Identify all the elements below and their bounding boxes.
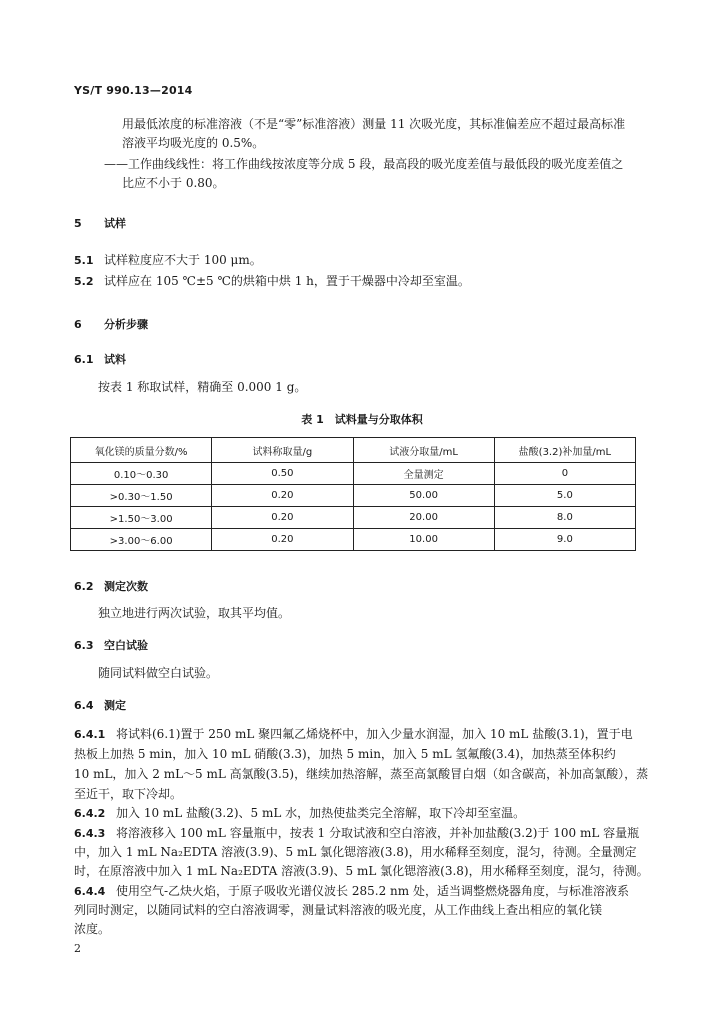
clause-line: 时，在原溶液中加入 1 mL Na₂EDTA 溶液(3.9)、5 mL 氯化锶溶液(3.8)，用水稀释至刻度，混匀，待测。 xyxy=(74,864,649,878)
section-number: 6.3 xyxy=(74,639,94,652)
section-title: 测定 xyxy=(104,699,126,712)
section-title: 分析步骤 xyxy=(104,318,148,331)
clause-number: 6.4.1 xyxy=(74,728,106,741)
clause-text: 试样粒度应不大于 100 μm。 xyxy=(104,253,262,267)
table-cell: 0.20 xyxy=(212,529,353,551)
clause-6-4-1 xyxy=(74,727,633,742)
clause-6-4-3 xyxy=(74,826,639,841)
intro-line: 溶液平均吸光度的 0.5%。 xyxy=(122,136,265,150)
clause-6-4-2 xyxy=(74,806,525,821)
section-title: 空白试验 xyxy=(104,639,148,652)
table-cell: 8.0 xyxy=(494,507,635,529)
table-header-cell: 盐酸(3.2)补加量/mL xyxy=(494,438,635,463)
clause-text: 试样应在 105 ℃±5 ℃的烘箱中烘 1 h，置于干燥器中冷却至室温。 xyxy=(104,274,470,288)
table-cell: 5.0 xyxy=(494,485,635,507)
section-number: 6.2 xyxy=(74,580,94,593)
paragraph: 按表 1 称取试样，精确至 0.000 1 g。 xyxy=(98,380,307,394)
table-row xyxy=(71,507,636,529)
table-header-row xyxy=(71,438,636,463)
table-row xyxy=(71,463,636,485)
section-number: 6.1 xyxy=(74,353,94,366)
table-header-cell: 试料称取量/g xyxy=(212,438,353,463)
intro-line: 比应不小于 0.80。 xyxy=(122,176,225,190)
table-row xyxy=(71,529,636,551)
table-cell: 20.00 xyxy=(353,507,494,529)
clause-line: 热板上加热 5 min，加入 10 mL 硝酸(3.3)，加热 5 min，加入 5 mL 氢氟酸(3.4)，加热蒸至体积约 xyxy=(74,747,616,761)
clause-line: 中，加入 1 mL Na₂EDTA 溶液(3.9)、5 mL 氯化锶溶液(3.8)，用水稀释至刻度，混匀，待测。全量测定 xyxy=(74,845,637,859)
intro-line: 用最低浓度的标准溶液（不是“零”标准溶液）测量 11 次吸光度，其标准偏差应不超过最高标准 xyxy=(122,117,626,131)
table-cell: >3.00～6.00 xyxy=(71,529,212,551)
clause-line: 10 mL，加入 2 mL～5 mL 高氯酸(3.5)，继续加热溶解，蒸至高氯酸冒白烟（如含碳高，补加高氯酸），蒸 xyxy=(74,767,649,781)
clause-5-1 xyxy=(74,253,262,268)
sample-volume-table xyxy=(70,437,636,551)
section-6-heading xyxy=(74,316,148,332)
section-6-1-heading xyxy=(74,351,126,367)
section-number: 6.4 xyxy=(74,699,94,712)
table-cell: 全量测定 xyxy=(353,463,494,485)
table-cell: 0.20 xyxy=(212,485,353,507)
clause-line: 至近干，取下冷却。 xyxy=(74,787,183,801)
clause-text: 将溶液移入 100 mL 容量瓶中，按表 1 分取试液和空白溶液，并补加盐酸(3.2)于 100 mL 容量瓶 xyxy=(116,826,640,840)
table-cell: 0.20 xyxy=(212,507,353,529)
clause-number: 5.2 xyxy=(74,275,94,288)
section-title: 测定次数 xyxy=(104,580,148,593)
table-cell: 50.00 xyxy=(353,485,494,507)
table-cell: 10.00 xyxy=(353,529,494,551)
section-6-3-heading xyxy=(74,637,148,653)
table-cell: >0.30～1.50 xyxy=(71,485,212,507)
section-5-heading xyxy=(74,215,126,231)
section-title: 试样 xyxy=(104,217,126,230)
table-cell: 0.50 xyxy=(212,463,353,485)
table-row xyxy=(71,485,636,507)
section-title: 试料 xyxy=(104,353,126,366)
table-header-cell: 试液分取量/mL xyxy=(353,438,494,463)
table-cell: 0.10～0.30 xyxy=(71,463,212,485)
clause-6-4-4 xyxy=(74,884,629,899)
clause-line: 列同时测定，以随同试料的空白溶液调零，测量试料溶液的吸光度，从工作曲线上查出相应的氧化镁 xyxy=(74,903,603,917)
clause-number: 6.4.2 xyxy=(74,807,106,820)
page-number: 2 xyxy=(74,942,81,955)
table-cell: 9.0 xyxy=(494,529,635,551)
clause-5-2 xyxy=(74,274,470,289)
clause-text: 将试料(6.1)置于 250 mL 聚四氟乙烯烧杯中，加入少量水润湿，加入 10 mL 盐酸(3.1)，置于电 xyxy=(116,727,633,741)
standard-header: YS/T 990.13—2014 xyxy=(74,84,193,97)
intro-line: ——工作曲线线性：将工作曲线按浓度等分成 5 段，最高段的吸光度差值与最低段的吸光度差值之 xyxy=(104,157,624,171)
table-cell: 0 xyxy=(494,463,635,485)
clause-number: 5.1 xyxy=(74,254,94,267)
paragraph: 独立地进行两次试验，取其平均值。 xyxy=(98,606,291,620)
section-6-4-heading xyxy=(74,697,126,713)
section-6-2-heading xyxy=(74,578,148,594)
clause-text: 使用空气-乙炔火焰，于原子吸收光谱仪波长 285.2 nm 处，适当调整燃烧器角度，与标准溶液系 xyxy=(116,884,629,898)
clause-line: 浓度。 xyxy=(74,922,111,936)
section-number: 5 xyxy=(74,217,82,230)
clause-number: 6.4.3 xyxy=(74,827,106,840)
clause-text: 加入 10 mL 盐酸(3.2)、5 mL 水，加热使盐类完全溶解，取下冷却至室温。 xyxy=(116,806,526,820)
section-number: 6 xyxy=(74,318,82,331)
table-cell: >1.50～3.00 xyxy=(71,507,212,529)
table-title: 表 1 试料量与分取体积 xyxy=(301,413,423,426)
clause-number: 6.4.4 xyxy=(74,885,106,898)
paragraph: 随同试料做空白试验。 xyxy=(98,666,219,680)
table-header-cell: 氧化镁的质量分数/% xyxy=(71,438,212,463)
